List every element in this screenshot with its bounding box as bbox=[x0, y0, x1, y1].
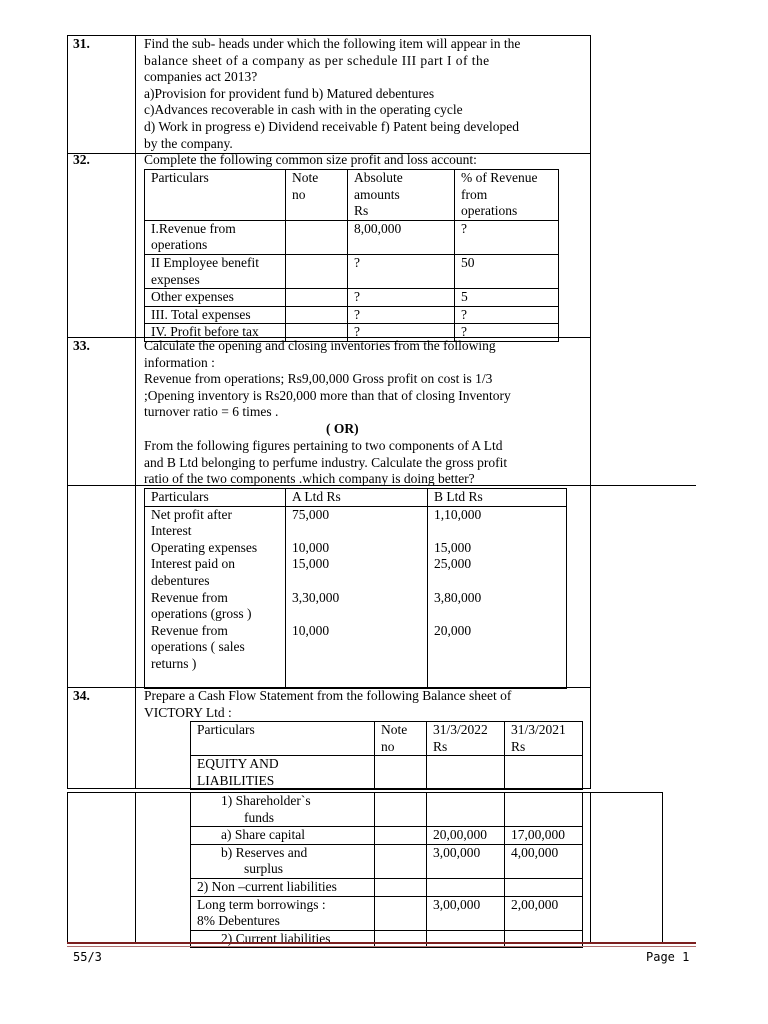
table-cell bbox=[286, 306, 348, 324]
header-cell: A Ltd Rs bbox=[286, 489, 428, 507]
table-cell: ? bbox=[348, 306, 455, 324]
text-line: From the following figures pertaining to two components of A Ltd bbox=[144, 438, 503, 453]
table-row bbox=[145, 506, 567, 688]
or-label: ( OR) bbox=[326, 421, 359, 436]
table-cell: 20,00,000 bbox=[427, 827, 505, 845]
table-cell: 17,00,000 bbox=[505, 827, 583, 845]
table-cell: 50 bbox=[455, 254, 559, 288]
table-cell bbox=[427, 793, 505, 827]
text-line: information : bbox=[144, 354, 215, 370]
table-cell bbox=[375, 793, 427, 827]
table-cell: ? bbox=[455, 220, 559, 254]
table-cell bbox=[375, 844, 427, 878]
question-number-31: 31. bbox=[73, 36, 90, 51]
table-cell: Long term borrowings : 8% Debentures bbox=[191, 896, 375, 930]
header-cell: 31/3/2022 Rs bbox=[427, 722, 505, 756]
table-cell bbox=[375, 756, 427, 790]
table-header-row bbox=[191, 722, 583, 756]
table-cell: IV. Profit before tax bbox=[145, 324, 286, 342]
table-row bbox=[145, 254, 559, 288]
lower-frame-left bbox=[67, 792, 68, 942]
table-cell bbox=[375, 878, 427, 896]
frame-divider bbox=[135, 35, 136, 788]
table-cell bbox=[286, 289, 348, 307]
text-line: Calculate the opening and closing inventories from the following bbox=[144, 338, 496, 353]
table-row bbox=[191, 756, 583, 790]
table-cell bbox=[505, 878, 583, 896]
table-cell: 2) Current liabilities bbox=[191, 930, 375, 948]
header-cell: Note no bbox=[286, 170, 348, 221]
table-cell: Other expenses bbox=[145, 289, 286, 307]
lower-frame-right2 bbox=[662, 792, 663, 942]
table-cell bbox=[427, 756, 505, 790]
table-cell: 1) Shareholder`s funds bbox=[191, 793, 375, 827]
table-row bbox=[191, 896, 583, 930]
table-cell: 2) Non –current liabilities bbox=[191, 878, 375, 896]
table-cell bbox=[286, 220, 348, 254]
text-line: d) Work in progress e) Dividend receivable f) Patent being developed bbox=[144, 118, 520, 134]
table-cell bbox=[286, 254, 348, 288]
footer-rule-thin bbox=[67, 946, 696, 947]
table-row bbox=[191, 793, 583, 827]
table-cell: 5 bbox=[455, 289, 559, 307]
lower-frame-right bbox=[590, 792, 591, 942]
table-cell bbox=[505, 793, 583, 827]
table-cell: ? bbox=[348, 324, 455, 342]
header-cell: B Ltd Rs bbox=[428, 489, 567, 507]
text-line: and B Ltd belonging to perfume industry. Calculate the gross profit bbox=[144, 454, 508, 470]
text-line: by the company. bbox=[144, 135, 233, 151]
frame-right bbox=[590, 35, 591, 788]
header-cell: 31/3/2021 Rs bbox=[505, 722, 583, 756]
text-line: Prepare a Cash Flow Statement from the following Balance sheet of bbox=[144, 688, 512, 703]
text-line: a)Provision for provident fund b) Matured debentures bbox=[144, 85, 435, 101]
table-cell: ? bbox=[348, 254, 455, 288]
footer-rule bbox=[67, 942, 696, 944]
table-cell: 4,00,000 bbox=[505, 844, 583, 878]
question-32-intro: Complete the following common size profit and loss account: bbox=[144, 152, 477, 167]
question-33-alt-text bbox=[144, 438, 584, 488]
table-cell: 2,00,000 bbox=[505, 896, 583, 930]
table-cell bbox=[375, 896, 427, 930]
table-row bbox=[145, 289, 559, 307]
text-line: VICTORY Ltd : bbox=[144, 704, 232, 720]
table-cell: I.Revenue from operations bbox=[145, 220, 286, 254]
table-cell: ? bbox=[455, 324, 559, 342]
table-cell bbox=[427, 878, 505, 896]
text-line: Revenue from operations; Rs9,00,000 Gross profit on cost is 1/3 bbox=[144, 371, 493, 387]
table-cell: EQUITY AND LIABILITIES bbox=[191, 756, 375, 790]
balance-sheet-table bbox=[190, 721, 583, 790]
gross-profit-table bbox=[144, 488, 567, 689]
text-line: ;Opening inventory is Rs20,000 more than that of closing Inventory bbox=[144, 387, 511, 403]
table-cell: 75,000 10,000 15,000 3,30,000 10,000 bbox=[286, 506, 428, 688]
header-cell: Particulars bbox=[191, 722, 375, 756]
question-33-text bbox=[144, 338, 584, 421]
table-row bbox=[145, 220, 559, 254]
table-cell: a) Share capital bbox=[191, 827, 375, 845]
text-line: turnover ratio = 6 times . bbox=[144, 404, 279, 420]
page-code: 55/3 bbox=[73, 950, 102, 964]
question-number-33: 33. bbox=[73, 338, 90, 353]
table-header-row bbox=[145, 170, 559, 221]
table-cell: III. Total expenses bbox=[145, 306, 286, 324]
table-cell: 8,00,000 bbox=[348, 220, 455, 254]
header-cell: Absolute amounts Rs bbox=[348, 170, 455, 221]
table-header-row bbox=[145, 489, 567, 507]
text-line: ratio of the two components .which company is doing better? bbox=[144, 471, 475, 487]
table-cell: 3,00,000 bbox=[427, 844, 505, 878]
text-line: c)Advances recoverable in cash with in the operating cycle bbox=[144, 102, 463, 118]
table-cell: Net profit after Interest Operating expenses Interest paid on debentures Revenue from operations (gross ) Revenue from operations ( sales returns ) bbox=[145, 506, 286, 688]
page-number: Page 1 bbox=[646, 950, 690, 964]
question-number-32: 32. bbox=[73, 152, 90, 167]
table-row bbox=[191, 827, 583, 845]
table-cell: ? bbox=[455, 306, 559, 324]
text-line: Find the sub- heads under which the following item will appear in the bbox=[144, 36, 521, 51]
table-cell bbox=[375, 827, 427, 845]
table-cell: II Employee benefit expenses bbox=[145, 254, 286, 288]
table-row bbox=[191, 844, 583, 878]
table-cell: 1,10,000 15,000 25,000 3,80,000 20,000 bbox=[428, 506, 567, 688]
question-34-text bbox=[144, 688, 584, 721]
text-line: companies act 2013? bbox=[144, 69, 258, 85]
lower-frame-divider bbox=[135, 792, 136, 942]
table-cell bbox=[505, 756, 583, 790]
frame-left bbox=[67, 35, 68, 788]
header-cell: % of Revenue from operations bbox=[455, 170, 559, 221]
table-cell: b) Reserves and surplus bbox=[191, 844, 375, 878]
balance-sheet-table-continued bbox=[190, 792, 583, 948]
text-line: balance sheet of a company as per schedule III part I of the bbox=[144, 52, 490, 68]
table-row bbox=[191, 878, 583, 896]
header-cell: Note no bbox=[375, 722, 427, 756]
question-31-text bbox=[144, 36, 578, 152]
table-row bbox=[145, 306, 559, 324]
table-cell: ? bbox=[348, 289, 455, 307]
header-cell: Particulars bbox=[145, 170, 286, 221]
question-number-34: 34. bbox=[73, 688, 90, 703]
table-cell: 3,00,000 bbox=[427, 896, 505, 930]
header-cell: Particulars bbox=[145, 489, 286, 507]
common-size-table bbox=[144, 169, 559, 342]
